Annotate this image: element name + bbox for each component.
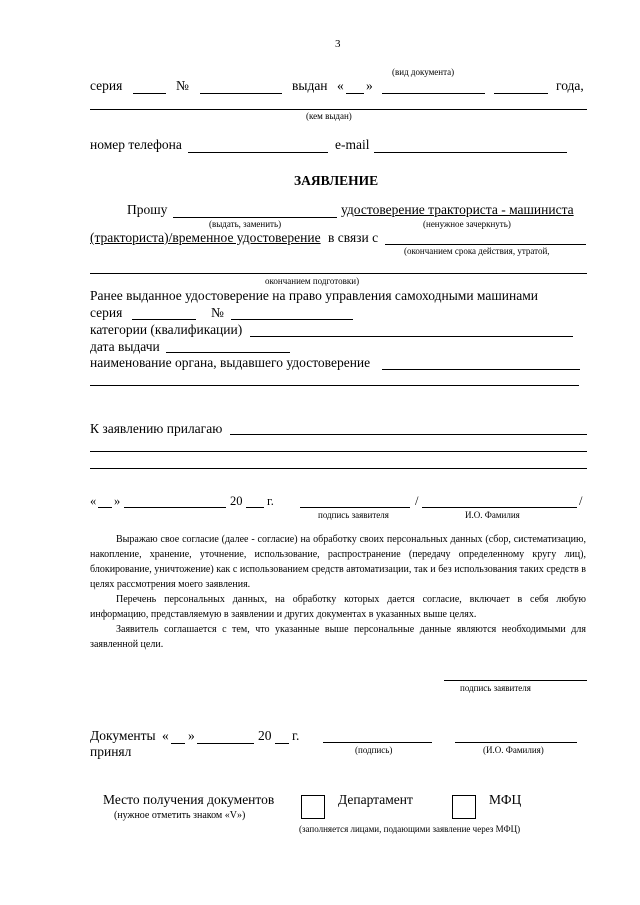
accepted-year-suffix: г. [292, 728, 300, 743]
data-vydachi-field[interactable] [166, 352, 290, 353]
vydan-year-field[interactable] [494, 93, 548, 94]
vremennoe-udost-text: (тракториста)/временное удостоверение [90, 230, 321, 245]
nomer-label: № [176, 78, 189, 93]
vydan-day-field[interactable] [346, 93, 364, 94]
sign-year-field[interactable] [246, 507, 264, 508]
okonchanie-podgotovki-caption: окончанием подготовки) [265, 276, 360, 286]
organ-label: наименование органа, выдавшего удостоверение [90, 355, 371, 370]
goda-label: года, [556, 78, 584, 93]
accepted-podpis-caption: (подпись) [355, 745, 393, 755]
phone-label: номер телефона [90, 137, 182, 152]
departament-checkbox[interactable] [301, 795, 325, 819]
sign-date-quote-open: « [90, 494, 97, 508]
data-vydachi-label: дата выдачи [90, 339, 160, 354]
accepted-fio-caption: (И.О. Фамилия) [483, 745, 544, 755]
email-label: e-mail [335, 137, 370, 152]
organ-field-line2[interactable] [90, 385, 579, 386]
mfc-checkbox[interactable] [452, 795, 476, 819]
nenuzhnoe-caption: (ненужное зачеркнуть) [423, 219, 511, 229]
applicant-fio-field[interactable] [422, 507, 577, 508]
attach-field-2[interactable] [90, 451, 587, 452]
okonchanie-caption: (окончанием срока действия, утратой, [404, 246, 550, 256]
accepted-signature-field[interactable] [323, 742, 432, 743]
io-familiya-caption: И.О. Фамилия [465, 510, 520, 520]
prev-nomer-label: № [211, 305, 224, 320]
vydat-zamenit-field[interactable] [173, 217, 337, 218]
organ-field[interactable] [382, 369, 580, 370]
document-title: ЗАЯВЛЕНИЕ [294, 173, 379, 188]
reason-field[interactable] [385, 244, 586, 245]
mfc-label: МФЦ [489, 792, 522, 807]
receipt-label: Место получения документов [103, 792, 275, 807]
accepted-month-field[interactable] [197, 743, 254, 744]
kategorii-field[interactable] [250, 336, 573, 337]
seriya-field[interactable] [133, 93, 166, 94]
kategorii-label: категории (квалификации) [90, 322, 243, 337]
slash-2: / [579, 494, 583, 508]
prev-seriya-field[interactable] [132, 319, 196, 320]
phone-field[interactable] [188, 152, 328, 153]
consent-paragraph-1: Выражаю свое согласие (далее - согласие) на обработку своих персональных данных (сбор, систематизацию, накопление, хранение, уточнение, использование, распространение (передачу определенному кругу лиц), блокирование, уничтожение) как с использованием средств автоматизации, так и без использования таких средств в целях рассмотрения моего заявления. [90, 534, 586, 590]
previous-heading: Ранее выданное удостоверение на право управления самоходными машинами [90, 288, 538, 303]
consent-paragraph-3: Заявитель соглашается с тем, что указанные выше персональные данные являются необходимыми для заявленной цели. [90, 624, 586, 650]
sign-month-field[interactable] [124, 507, 226, 508]
accepted-quote-open: « [162, 728, 169, 743]
prinyal-label: принял [90, 744, 132, 759]
proshu-label: Прошу [127, 202, 168, 217]
sign-year-prefix: 20 [230, 494, 243, 508]
prev-seriya-label: серия [90, 305, 123, 320]
sign-year-suffix: г. [267, 494, 274, 508]
seriya-label: серия [90, 78, 123, 93]
vydan-label: выдан [292, 78, 328, 93]
kem-vydan-field[interactable] [90, 109, 587, 110]
reason-field-line2[interactable] [90, 273, 587, 274]
accepted-day-field[interactable] [171, 743, 185, 744]
page-number: 3 [335, 38, 341, 50]
consent-signature-field[interactable] [444, 680, 587, 681]
nomer-field[interactable] [200, 93, 282, 94]
attach-field-1[interactable] [230, 434, 587, 435]
vydan-month-field[interactable] [382, 93, 485, 94]
mfc-footnote: (заполняется лицами, подающими заявление через МФЦ) [299, 824, 521, 834]
email-field[interactable] [374, 152, 567, 153]
applicant-signature-field[interactable] [300, 507, 410, 508]
attach-field-3[interactable] [90, 468, 587, 469]
consent-paragraph-2: Перечень персональных данных, на обработку которых дается согласие, включает в себя любую информацию, представляемую в заявлении и других документах в указанных выше целях. [90, 594, 586, 620]
sign-day-field[interactable] [98, 507, 112, 508]
slash-1: / [415, 494, 419, 508]
quote-close: » [366, 78, 373, 93]
udostoverenie-text: удостоверение тракториста - машиниста [341, 202, 574, 217]
accepted-year-prefix: 20 [258, 728, 272, 743]
dokumenty-label: Документы [90, 728, 156, 743]
attach-label: К заявлению прилагаю [90, 421, 223, 436]
podpis-zayavitelya-caption: подпись заявителя [318, 510, 389, 520]
accepted-quote-close: » [188, 728, 195, 743]
accepted-year-field[interactable] [275, 743, 289, 744]
v-svyazi-label: в связи с [328, 230, 379, 245]
prev-nomer-field[interactable] [231, 319, 353, 320]
kem-vydan-caption: (кем выдан) [306, 111, 352, 121]
vydat-caption: (выдать, заменить) [209, 219, 282, 229]
accepted-fio-field[interactable] [455, 742, 577, 743]
departament-label: Департамент [338, 792, 413, 807]
quote-open: « [337, 78, 344, 93]
consent-podpis-caption: подпись заявителя [460, 683, 531, 693]
receipt-note: (нужное отметить знаком «V») [114, 810, 246, 821]
sign-date-quote-close: » [114, 494, 121, 508]
vid-dokumenta-caption: (вид документа) [392, 67, 455, 77]
